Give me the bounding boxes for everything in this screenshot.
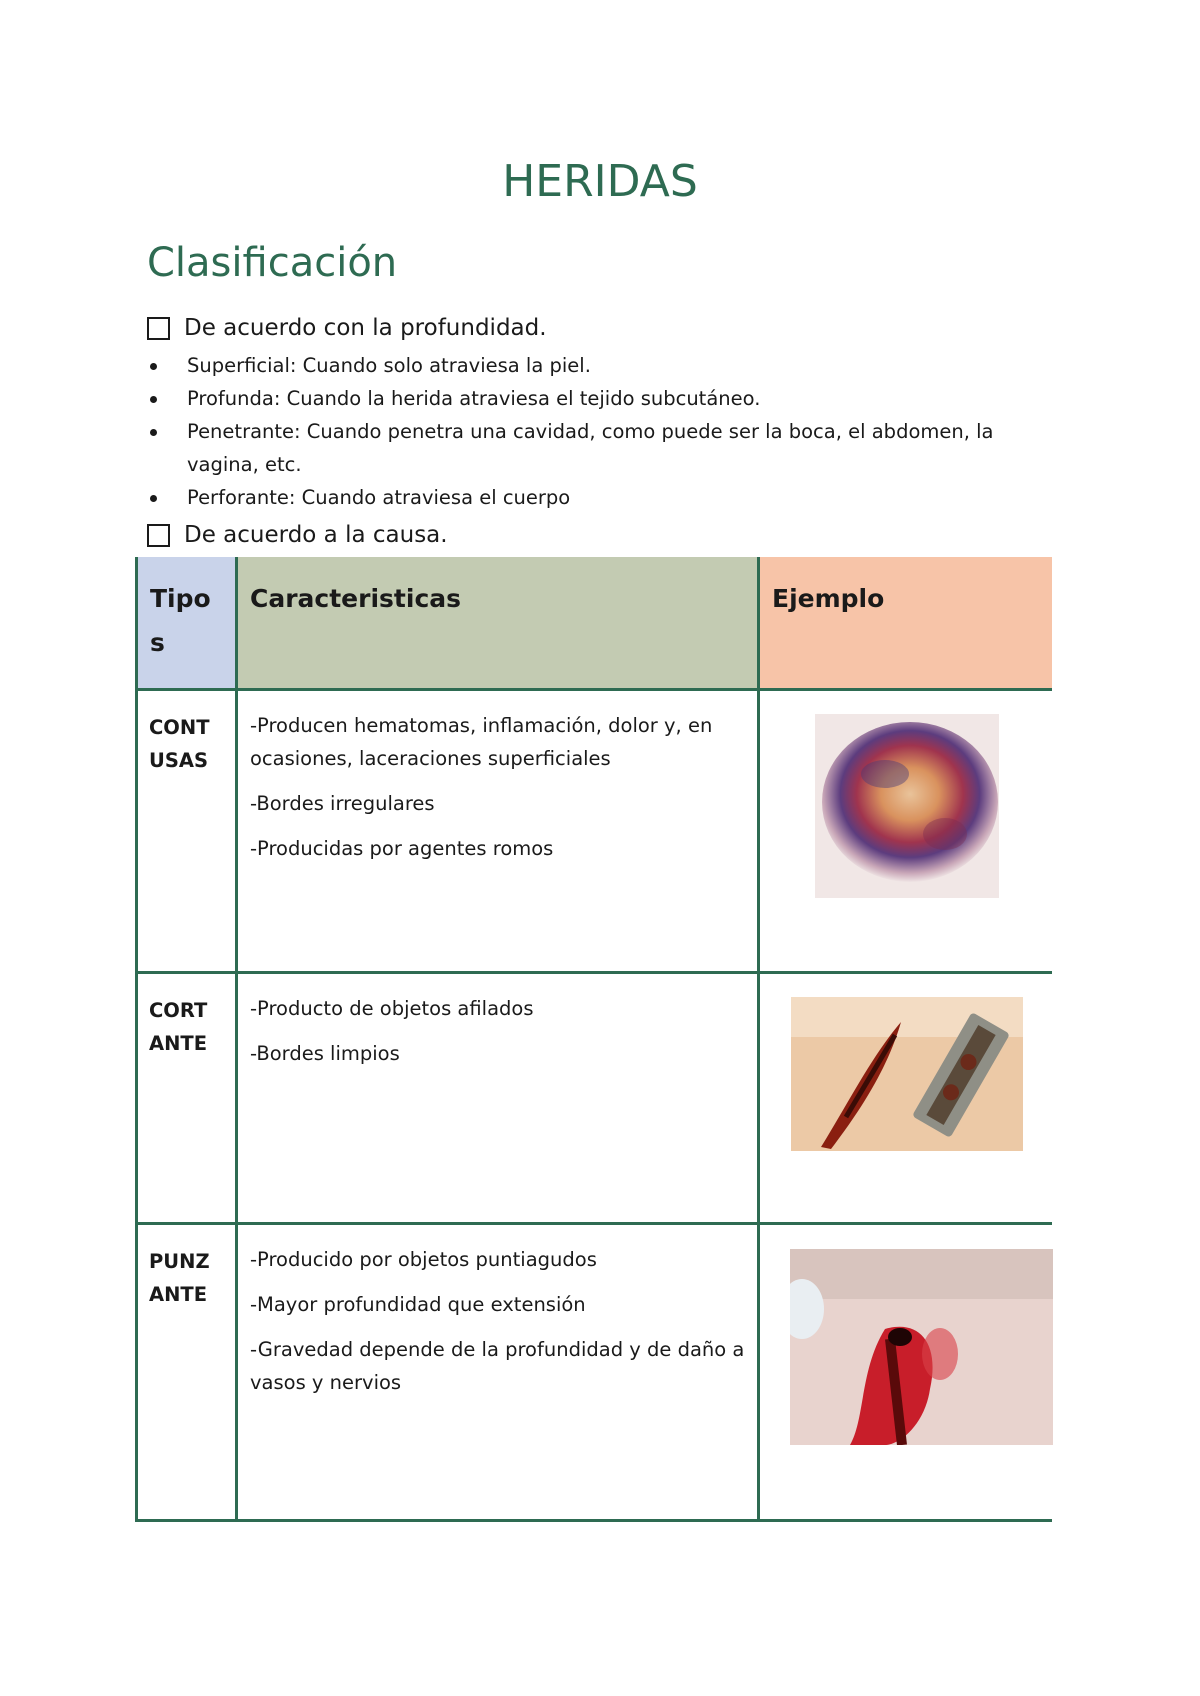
- document-title: HERIDAS: [502, 156, 698, 207]
- checkbox-icon: [147, 524, 170, 547]
- depth-list: [147, 349, 1047, 514]
- list-item: Profunda: Cuando la herida atraviesa el tejido subcutáneo.: [147, 382, 1047, 415]
- type-cell: CONTUSAS: [137, 689, 237, 972]
- list-item: Perforante: Cuando atraviesa el cuerpo: [147, 481, 1047, 514]
- example-cell: [759, 972, 1052, 1223]
- header-ejemplo: Ejemplo: [759, 557, 1052, 689]
- example-cell: [759, 689, 1052, 972]
- puncture-wound-photo-icon: [790, 1249, 1053, 1445]
- example-cell: [759, 1223, 1052, 1520]
- cause-heading: [147, 522, 448, 548]
- bruise-photo-icon: [815, 714, 999, 898]
- depth-heading-label: De acuerdo con la profundidad.: [184, 315, 547, 341]
- table-row: [137, 1223, 1052, 1520]
- bullet-icon: [150, 429, 157, 436]
- bullet-icon: [150, 495, 157, 502]
- table-row: [137, 689, 1052, 972]
- cause-heading-label: De acuerdo a la causa.: [184, 522, 448, 548]
- type-cell: CORTANTE: [137, 972, 237, 1223]
- cut-wound-razor-photo-icon: [791, 997, 1023, 1151]
- header-tipos: Tipos: [137, 557, 237, 689]
- type-cell: PUNZANTE: [137, 1223, 237, 1520]
- checkbox-icon: [147, 317, 170, 340]
- section-subtitle: Clasificación: [147, 240, 398, 286]
- characteristics-cell: -Producto de objetos afilados -Bordes limpios: [237, 972, 759, 1223]
- bullet-icon: [150, 396, 157, 403]
- characteristics-cell: -Producido por objetos puntiagudos -Mayor profundidad que extensión -Gravedad depende de la profundidad y de daño a vasos y nervios: [237, 1223, 759, 1520]
- depth-heading: [147, 315, 547, 341]
- header-caracteristicas: Caracteristicas: [237, 557, 759, 689]
- bullet-icon: [150, 363, 157, 370]
- list-item: Penetrante: Cuando penetra una cavidad, como puede ser la boca, el abdomen, la vagina, etc.: [147, 415, 1047, 481]
- table-row: [137, 972, 1052, 1223]
- wound-types-table: [135, 557, 1052, 1522]
- list-item: Superficial: Cuando solo atraviesa la piel.: [147, 349, 1047, 382]
- table-header-row: [137, 557, 1052, 689]
- characteristics-cell: -Producen hematomas, inflamación, dolor y, en ocasiones, laceraciones superficiales -Bordes irregulares -Producidas por agentes romos: [237, 689, 759, 972]
